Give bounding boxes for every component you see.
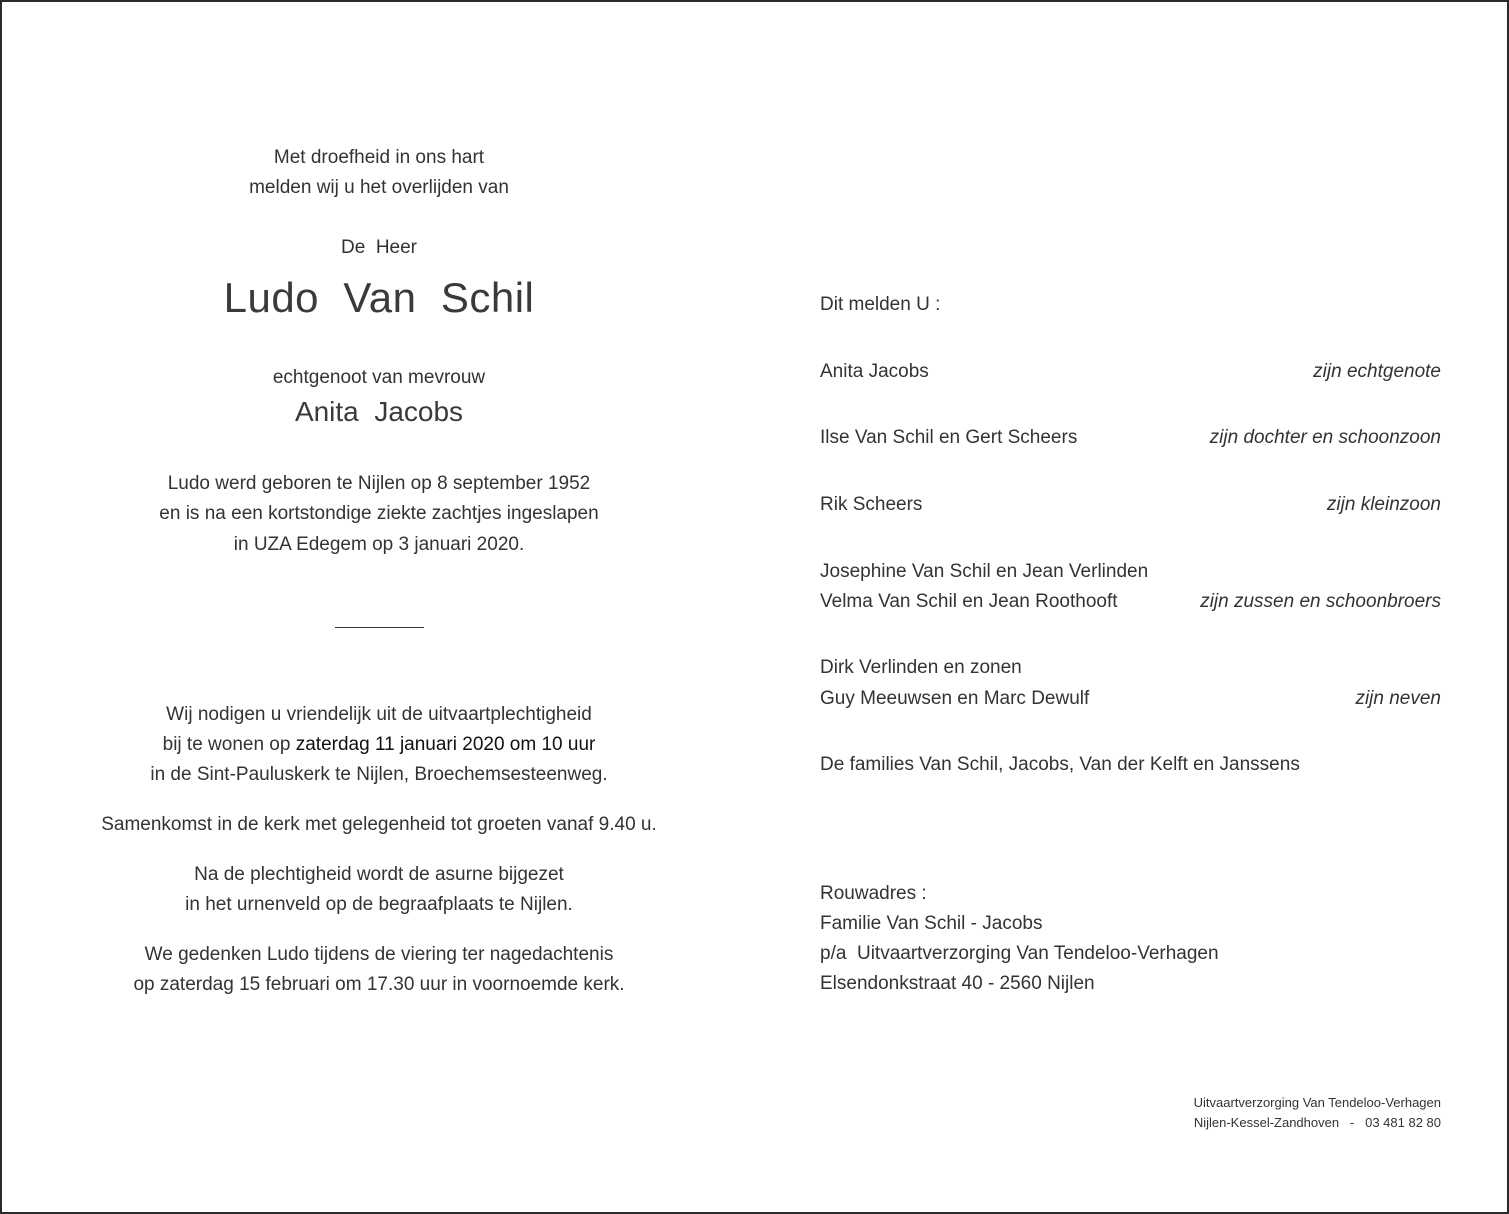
memorial-line-2: op zaterdag 15 februari om 17.30 uur in voornoemde kerk. — [133, 974, 625, 995]
invite-line-2 — [2, 730, 756, 760]
bio-line-2: en is na een kortstondige ziekte zachtjes ingeslapen — [159, 503, 599, 524]
spouse-intro: echtgenoot van mevrouw — [272, 367, 486, 388]
memorial-line-1: We gedenken Ludo tijdens de viering ter nagedachtenis — [144, 944, 614, 965]
bio-line-3: in UZA Edegem op 3 januari 2020. — [233, 534, 525, 555]
mourner-name: Guy Meeuwsen en Marc Dewulf — [820, 688, 1090, 709]
urn-line-2: in het urnenveld op de begraafplaats te Nijlen. — [185, 894, 573, 915]
intro-line-1: Met droefheid in ons hart — [273, 147, 485, 168]
mourner-name: Anita Jacobs — [820, 361, 929, 382]
invite-line-3: in de Sint-Pauluskerk te Nijlen, Broechemsesteenweg. — [150, 764, 608, 785]
divider-line — [335, 627, 424, 628]
address-line-2: p/a Uitvaartverzorging Van Tendeloo-Verhagen — [820, 943, 1219, 964]
mourner-relation: zijn echtgenote — [1313, 361, 1441, 382]
gathering-info: Samenkomst in de kerk met gelegenheid tot groeten vanaf 9.40 u. — [101, 814, 657, 835]
spouse-name: Anita Jacobs — [294, 396, 464, 427]
intro-line-2: melden wij u het overlijden van — [249, 177, 509, 198]
urn-line-1: Na de plechtigheid wordt de asurne bijgezet — [194, 864, 564, 885]
mourner-relation: zijn dochter en schoonzoon — [1209, 427, 1441, 448]
address-line-3: Elsendonkstraat 40 - 2560 Nijlen — [820, 973, 1095, 994]
deceased-name: Ludo Van Schil — [223, 274, 535, 321]
mourner-name: Velma Van Schil en Jean Roothooft — [820, 591, 1118, 612]
funeral-company: Uitvaartverzorging Van Tendeloo-Verhagen — [1193, 1095, 1441, 1110]
mourner-name: Rik Scheers — [820, 494, 923, 515]
mourner-name: Josephine Van Schil en Jean Verlinden — [820, 561, 1149, 582]
mourner-relation: zijn zussen en schoonbroers — [1200, 591, 1441, 612]
invite-line-1: Wij nodigen u vriendelijk uit de uitvaartplechtigheid — [166, 704, 592, 725]
announcement-header: Dit melden U : — [820, 294, 941, 315]
invite-line-2-prefix: bij te wonen op — [162, 734, 296, 755]
salutation: De Heer — [340, 237, 418, 258]
mourner-relation: zijn kleinzoon — [1326, 494, 1441, 515]
families-line: De families Van Schil, Jacobs, Van der Kelft en Janssens — [820, 754, 1300, 775]
mourner-name: Ilse Van Schil en Gert Scheers — [820, 427, 1078, 448]
funeral-date-time: zaterdag 11 januari 2020 om 10 uur — [295, 734, 596, 755]
address-line-1: Familie Van Schil - Jacobs — [820, 913, 1043, 934]
mourner-relation: zijn neven — [1355, 688, 1441, 709]
address-label: Rouwadres : — [820, 883, 927, 904]
bio-line-1: Ludo werd geboren te Nijlen op 8 september 1952 — [167, 473, 591, 494]
funeral-company-contact: Nijlen-Kessel-Zandhoven - 03 481 82 80 — [1193, 1115, 1441, 1130]
mourner-name: Dirk Verlinden en zonen — [820, 657, 1022, 678]
